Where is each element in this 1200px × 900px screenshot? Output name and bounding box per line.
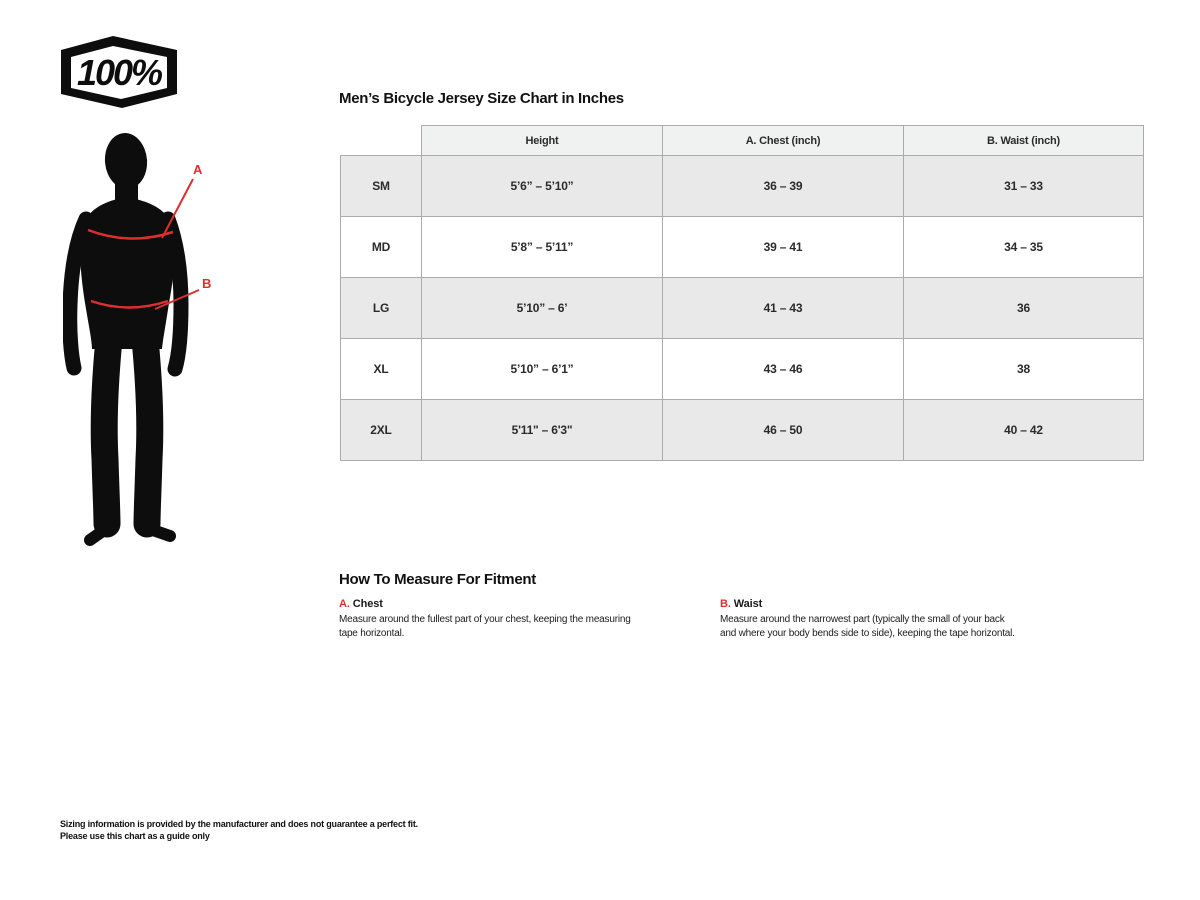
height-cell: 5’10” – 6’ xyxy=(422,278,663,339)
waist-cell: 36 xyxy=(904,278,1144,339)
logo-text: 100% xyxy=(76,52,162,93)
height-cell: 5’10” – 6’1” xyxy=(422,339,663,400)
brand-logo xyxy=(58,35,180,109)
measure-name-chest: Chest xyxy=(352,598,383,610)
disclaimer-line-1: Sizing information is provided by the manufacturer and does not guarantee a perfect fit. xyxy=(60,819,418,829)
chest-cell: 43 – 46 xyxy=(663,339,904,400)
column-header-size xyxy=(341,126,422,156)
size-cell: XL xyxy=(341,339,422,400)
measure-item-chest xyxy=(339,598,635,641)
measure-item-waist xyxy=(720,598,1020,641)
table-row-sm xyxy=(341,156,1144,217)
measure-letter-b: B. xyxy=(720,598,731,610)
size-cell: SM xyxy=(341,156,422,217)
size-chart-table xyxy=(340,125,1144,461)
size-chart-title: Men’s Bicycle Jersey Size Chart in Inches xyxy=(339,90,624,107)
measure-name-waist: Waist xyxy=(733,598,763,610)
measure-letter-a: A. xyxy=(339,598,350,610)
column-header-waist: B. Waist (inch) xyxy=(904,126,1144,156)
size-cell: MD xyxy=(341,217,422,278)
size-cell: 2XL xyxy=(341,400,422,461)
chest-cell: 36 – 39 xyxy=(663,156,904,217)
chest-cell: 46 – 50 xyxy=(663,400,904,461)
measure-item-chest-label xyxy=(339,598,635,610)
measure-item-waist-label xyxy=(720,598,1020,610)
waist-cell: 34 – 35 xyxy=(904,217,1144,278)
waist-cell: 31 – 33 xyxy=(904,156,1144,217)
disclaimer-line-2: Please use this chart as a guide only xyxy=(60,831,210,841)
column-header-chest: A. Chest (inch) xyxy=(663,126,904,156)
height-cell: 5’8” – 5’11” xyxy=(422,217,663,278)
measure-item-waist-text: Measure around the narrowest part (typically the small of your back and where your body bends side to side), keeping the tape horizontal. xyxy=(720,614,1015,639)
chest-cell: 39 – 41 xyxy=(663,217,904,278)
table-row-lg xyxy=(341,278,1144,339)
disclaimer-text xyxy=(60,818,418,842)
waist-cell: 40 – 42 xyxy=(904,400,1144,461)
how-to-measure-heading: How To Measure For Fitment xyxy=(339,571,536,588)
measure-item-chest-text: Measure around the fullest part of your chest, keeping the measuring tape horizontal. xyxy=(339,614,631,639)
chest-cell: 41 – 43 xyxy=(663,278,904,339)
height-cell: 5’6” – 5’10” xyxy=(422,156,663,217)
table-row-md xyxy=(341,217,1144,278)
measure-label-a: A xyxy=(193,162,203,177)
body-measurement-diagram xyxy=(63,111,223,556)
size-cell: LG xyxy=(341,278,422,339)
table-row-2xl xyxy=(341,400,1144,461)
measure-label-b: B xyxy=(202,276,212,291)
table-header-row xyxy=(341,126,1144,156)
waist-cell: 38 xyxy=(904,339,1144,400)
table-row-xl xyxy=(341,339,1144,400)
size-chart-table-container xyxy=(340,125,1144,461)
height-cell: 5'11" – 6'3" xyxy=(422,400,663,461)
column-header-height: Height xyxy=(422,126,663,156)
male-silhouette xyxy=(80,131,174,349)
